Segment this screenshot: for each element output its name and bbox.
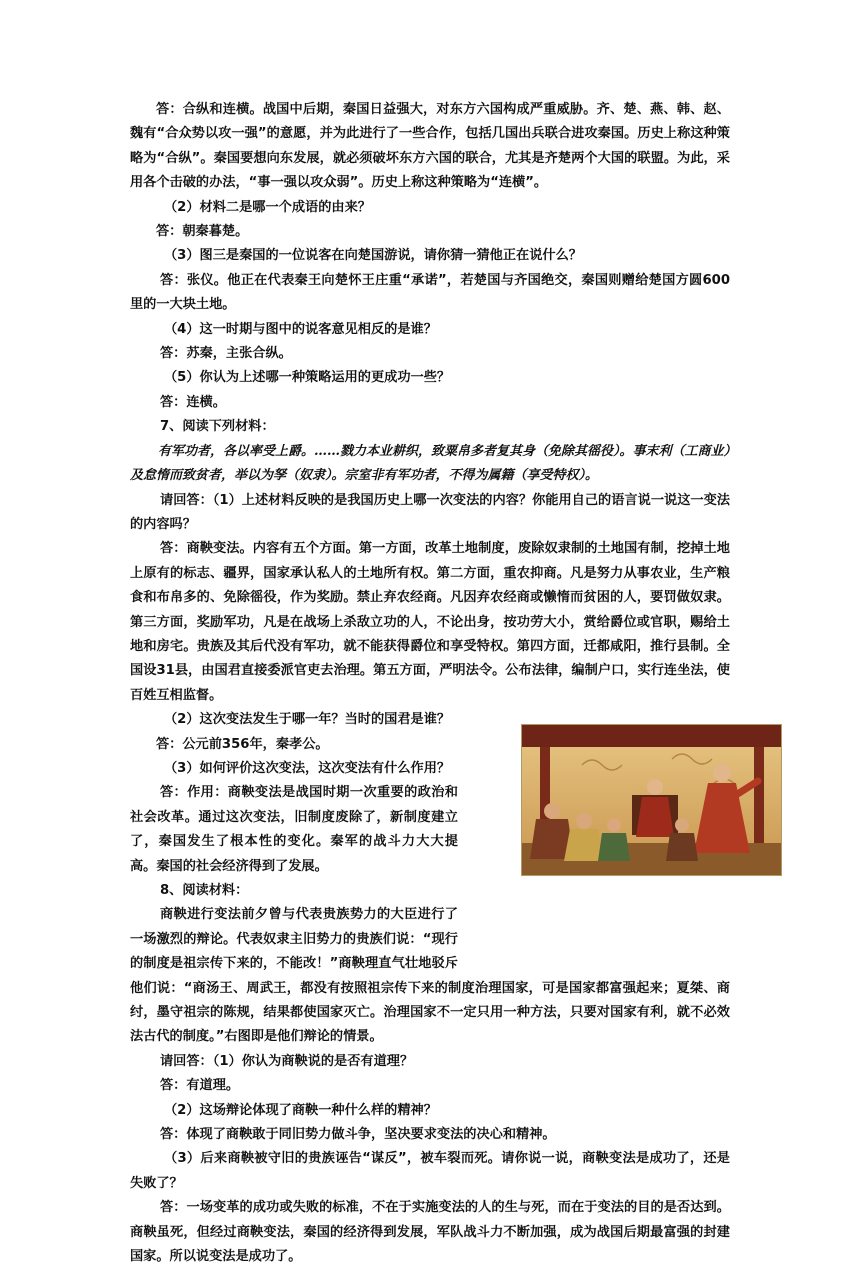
answer-5: 答：连横。 [160,394,226,410]
answer-4: 答：苏秦，主张合纵。 [160,346,292,362]
answer-8-3: 答：一场变革的成功或失败的标准，不在于实施变法的人的生与死，而在于变法的目的是否达到。商鞅虽死，但经过商鞅变法，秦国的经济得到发展，军队战斗力不断加强，成为战国后期最富强的封建国家。所以说变法是成功了。 [130,1200,730,1265]
answer-7-1: 答：商鞅变法。内容有五个方面。第一方面，改革土地制度，废除奴隶制的土地国有制，挖掉土地上原有的标志、疆界，国家承认私人的土地所有权。第二方面，重农抑商。凡是努力从事农业，生产粮食和布帛多的、免除徭役，作为奖励。禁止弃农经商。凡因弃农经商或懒惰而贫困的人，要罚做奴隶。第三方面，奖励军功，凡是在战场上杀敌立功的人，不论出身，按功劳大小，赏给爵位或官职，赐给土地和房宅。贵族及其后代没有军功，就不能获得爵位和享受特权。第四方面，迁都咸阳，推行县制。全国设31县，由国君直接委派官吏去治理。第五方面，严明法令。公布法律，编制户口，实行连坐法，使百姓互相监督。 [130,541,730,703]
question-8-1: 请回答：（1）你认为商鞅说的是否有道理？ [160,1053,414,1069]
material-7: 有军功者，各以率受上爵。……戮力本业耕织，致粟帛多者复其身（免除其徭役）。事末利（工商业）及怠惰而致贫者，举以为孥（奴隶）。宗室非有军功者，不得为属籍（享受特权）。 [130,443,731,484]
question-7-3: （3）如何评价这次变法，这次变法有什么作用？ [164,760,451,776]
heading-7: 7、阅读下列材料： [160,419,275,435]
question-4: （4）这一时期与图中的说客意见相反的是谁？ [164,321,437,337]
answer-7-3: 答：作用：商鞅变法是战国时期一次重要的政治和社会改革。通过这次变法，旧制度废除了，新制度建立了，秦国发生了根本性的变化。秦军的战斗力大大提高。秦国的社会经济得到了发展。 [130,785,458,874]
answer-7-2: 答：公元前356年，秦孝公。 [156,736,329,752]
painting-beam [522,725,781,747]
question-7-2: （2）这次变法发生于哪一年？当时的国君是谁？ [164,712,451,728]
question-8-2: （2）这场辩论体现了商鞅一种什么样的精神？ [164,1102,437,1118]
debate-painting-svg [522,725,781,875]
debate-painting [521,724,782,876]
question-5: （5）你认为上述哪一种策略运用的更成功一些？ [164,370,451,386]
question-3: （3）图三是秦国的一位说客在向楚国游说，请你猜一猜他正在说什么？ [164,248,582,264]
answer-1: 答：合纵和连横。战国中后期，秦国日益强大，对东方六国构成严重威胁。齐、楚、燕、韩、赵、魏有“合众势以攻一强”的意愿，并为此进行了一些合作，包括几国出兵联合进攻秦国。历史上称这种策略为“合纵”。秦国要想向东发展，就必须破坏东方六国的联合，尤其是齐楚两个大国的联盟。为此，采用各个击破的办法，“事一强以攻众弱”。历史上称这种策略为“连横”。 [130,102,730,191]
question-7-1: 请回答：（1）上述材料反映的是我国历史上哪一次变法的内容？你能用自己的语言说一说这一变法的内容吗？ [130,492,730,532]
painting-king-head [647,779,663,795]
answer-3: 答：张仪。他正在代表秦王向楚怀王庄重“承诺”，若楚国与齐国绝交，秦国则赠给楚国方圆600里的一大块土地。 [130,272,730,313]
answer-2: 答：朝秦暮楚。 [156,224,249,240]
question-2: （2）材料二是哪一个成语的由来？ [164,199,371,215]
heading-8: 8、阅读材料： [160,883,249,898]
painting-shangyang-head [713,764,731,782]
question-8-3: （3）后来商鞅被守旧的贵族诬告“谋反”，被车裂而死。请你说一说，商鞅变法是成功了，还是失败了？ [130,1151,730,1191]
material-8: 商鞅进行变法前夕曾与代表贵族势力的大臣进行了一场激烈的辩论。代表奴隶主旧势力的贵族们说：“现行的制度是祖宗传下来的，不能改！”商鞅理直气壮地驳斥他们说：“商汤王、周武王，都没有按照祖宗传下来的制度治理国家，可是国家都富强起来；夏桀、商纣，墨守祖宗的陈规，结果都使国家灭亡。治理国家不一定只用一种方法，只要对国家有利，就不必效法古代的制度。”右图即是他们辩论的情景。 [130,907,730,1045]
document-page [130,98,730,1270]
painting-king-robe [636,797,674,837]
answer-8-2: 答：体现了商鞅敢于同旧势力做斗争，坚决要求变法的决心和精神。 [160,1127,556,1143]
answer-8-1: 答：有道理。 [160,1078,240,1094]
painting-pillar-right [754,747,764,843]
